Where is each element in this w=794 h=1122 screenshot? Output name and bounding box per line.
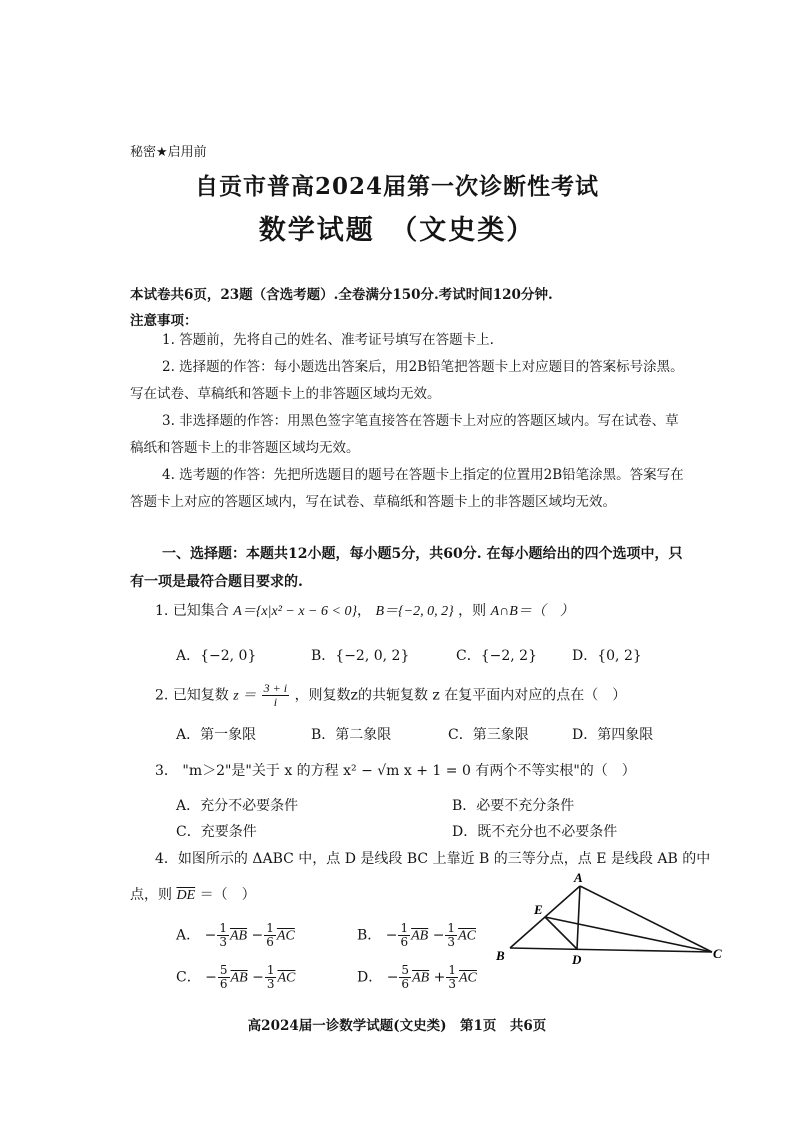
question-text: 已知集合 <box>172 603 229 619</box>
label-b: B <box>496 948 505 963</box>
triangle-figure <box>490 872 730 972</box>
question-4-line2 <box>130 884 256 904</box>
page-footer: 高2024届一诊数学试题(文史类) 第1页 共6页 <box>247 1018 547 1034</box>
q4-option-d <box>357 964 477 991</box>
fraction <box>445 922 457 949</box>
label-e: E <box>534 902 543 917</box>
section-heading: 一、选择题：本题共12小题，每小题5分，共60分. 在每小题给出的四个选项中，只有一项是最符合题目要求的. <box>130 546 683 590</box>
fraction-denominator: 6 <box>400 935 409 949</box>
set-a: A＝{x|x² − x − 6 < 0} <box>233 604 358 619</box>
set-b: B＝{−2, 0, 2} <box>375 604 454 619</box>
vector: $\overline{AC}$ <box>459 970 477 986</box>
q4-option-c <box>176 964 295 991</box>
segment-ec <box>545 917 712 952</box>
question-text: 点，则 <box>130 887 172 903</box>
vector: $\overline{AC}$ <box>277 970 296 986</box>
fraction-numerator: 1 <box>266 921 274 935</box>
fraction <box>398 922 410 949</box>
question-text: 已知复数 <box>172 687 229 704</box>
vector: $\overline{AB}$ <box>411 928 429 944</box>
fraction <box>262 682 289 709</box>
separator: ， <box>357 603 372 619</box>
fraction <box>217 922 229 949</box>
q4-option-a <box>176 922 295 949</box>
sign: − <box>204 927 217 944</box>
segment-ed <box>545 917 577 949</box>
notice-item-4: 4. 选考题的作答：先把所选题目的题号在答题卡上指定的位置用2B铅笔涂黑。答案写在答题卡上对应的答题区域内，写在试卷、草稿纸和答题卡上的非答题区域均无效。 <box>130 467 684 510</box>
fraction-numerator: 1 <box>447 921 456 935</box>
sign: − <box>386 969 399 986</box>
fraction <box>265 964 277 991</box>
option-letter: B． <box>357 927 382 944</box>
fraction-numerator: 1 <box>266 963 275 977</box>
question-text: 如图所示的 ΔABC 中，点 D 是线段 BC 上靠近 B 的三等分点，点 E 是线段 AB 的中 <box>177 851 711 867</box>
label-d: D <box>572 952 582 967</box>
fraction-denominator: 3 <box>219 935 227 949</box>
question-text: ，则复数z的共轭复数 z 在复平面内对应的点在（ ） <box>294 687 627 704</box>
label-a: A <box>574 872 583 885</box>
z-lhs: z ＝ <box>233 688 257 704</box>
question-3 <box>155 760 636 780</box>
sign: + <box>433 969 446 986</box>
fraction-denominator: 6 <box>266 935 274 949</box>
vector: $\overline{AC}$ <box>458 928 476 944</box>
question-number: 2. <box>155 687 169 704</box>
q2-option-a: A．第一象限 <box>176 727 257 743</box>
fraction-denominator: 3 <box>447 935 456 949</box>
sign: − <box>385 927 398 944</box>
fraction <box>218 964 230 991</box>
q2-option-d: D．第四象限 <box>572 727 654 743</box>
question-ask: A∩B＝（ ） <box>490 604 574 619</box>
q1-option-a: A．{−2, 0} <box>176 648 257 664</box>
option-letter: D． <box>357 969 383 986</box>
fraction-numerator: 1 <box>448 963 456 977</box>
fraction-denominator: i <box>273 695 278 709</box>
edge-bc <box>510 948 712 952</box>
sign: − <box>432 927 445 944</box>
exam-intro: 本试卷共6页，23题（含选考题）.全卷满分150分.考试时间120分钟. <box>130 287 553 303</box>
fraction-numerator: 5 <box>219 963 228 977</box>
question-4 <box>155 848 710 868</box>
q1-option-d: D．{0, 2} <box>572 648 642 664</box>
question-text: ＝（ ） <box>199 887 256 903</box>
q3-option-d: D．既不充分也不必要条件 <box>452 824 618 840</box>
vector: $\overline{AB}$ <box>229 928 248 944</box>
question-text: ，则 <box>458 603 487 619</box>
question-number: 4． <box>155 851 178 867</box>
fraction <box>399 964 411 991</box>
q2-option-b: B．第二象限 <box>311 727 392 743</box>
fraction-numerator: 1 <box>400 921 409 935</box>
fraction <box>264 922 276 949</box>
notice-label: 注意事项： <box>130 313 198 329</box>
fraction-denominator: 3 <box>448 977 456 991</box>
vector: $\overline{AB}$ <box>412 970 430 986</box>
q3-option-c: C．充要条件 <box>176 824 257 840</box>
q2-option-c: C．第三象限 <box>448 727 529 743</box>
vector: $\overline{AB}$ <box>230 970 248 986</box>
sign: − <box>251 927 264 944</box>
q4-option-b <box>357 922 476 949</box>
fraction-numerator: 3 + i <box>263 681 288 695</box>
fraction-denominator: 6 <box>219 977 228 991</box>
fraction-denominator: 6 <box>401 977 410 991</box>
fraction-numerator: 1 <box>219 921 227 935</box>
notice-item-3: 3. 非选择题的作答：用黑色签字笔直接答在答题卡上对应的答题区域内。写在试卷、草稿纸和答题卡上的非答题区域均无效。 <box>130 413 679 456</box>
fraction-denominator: 3 <box>266 977 275 991</box>
fraction <box>446 964 458 991</box>
confidentiality-mark: 秘密★启用前 <box>130 145 207 160</box>
question-text: "m＞2"是"关于 x 的方程 x² − √m x + 1 = 0 有两个不等实根"的（ ） <box>182 763 636 779</box>
option-letter: C． <box>176 969 201 986</box>
fraction-numerator: 5 <box>401 963 410 977</box>
question-2 <box>155 682 626 709</box>
label-c: C <box>713 946 722 961</box>
notice-item-2: 2. 选择题的作答：每小题选出答案后，用2B铅笔把答题卡上对应题目的答案标号涂黑。写在试卷、草稿纸和答题卡上的非答题区域均无效。 <box>130 359 684 402</box>
q3-option-b: B．必要不充分条件 <box>452 798 575 814</box>
vector-de: $\overline{DE}$ <box>176 888 196 903</box>
q1-option-b: B．{−2, 0, 2} <box>311 648 410 664</box>
q3-option-a: A．充分不必要条件 <box>176 798 299 814</box>
exam-subtitle: 数学试题 （文史类） <box>258 215 536 246</box>
question-1 <box>155 600 574 620</box>
notice-item-1: 1. 答题前，先将自己的姓名、准考证号填写在答题卡上. <box>162 332 494 348</box>
sign: − <box>205 969 217 986</box>
q1-option-c: C．{−2, 2} <box>456 648 537 664</box>
segment-ad <box>577 886 580 949</box>
vector: $\overline{AC}$ <box>276 928 295 944</box>
question-number: 3． <box>155 763 178 779</box>
option-letter: A． <box>176 927 201 944</box>
question-number: 1. <box>155 603 169 619</box>
exam-title: 自贡市普高2024届第一次诊断性考试 <box>194 173 599 200</box>
sign: − <box>252 969 264 986</box>
edge-ac <box>580 886 712 952</box>
